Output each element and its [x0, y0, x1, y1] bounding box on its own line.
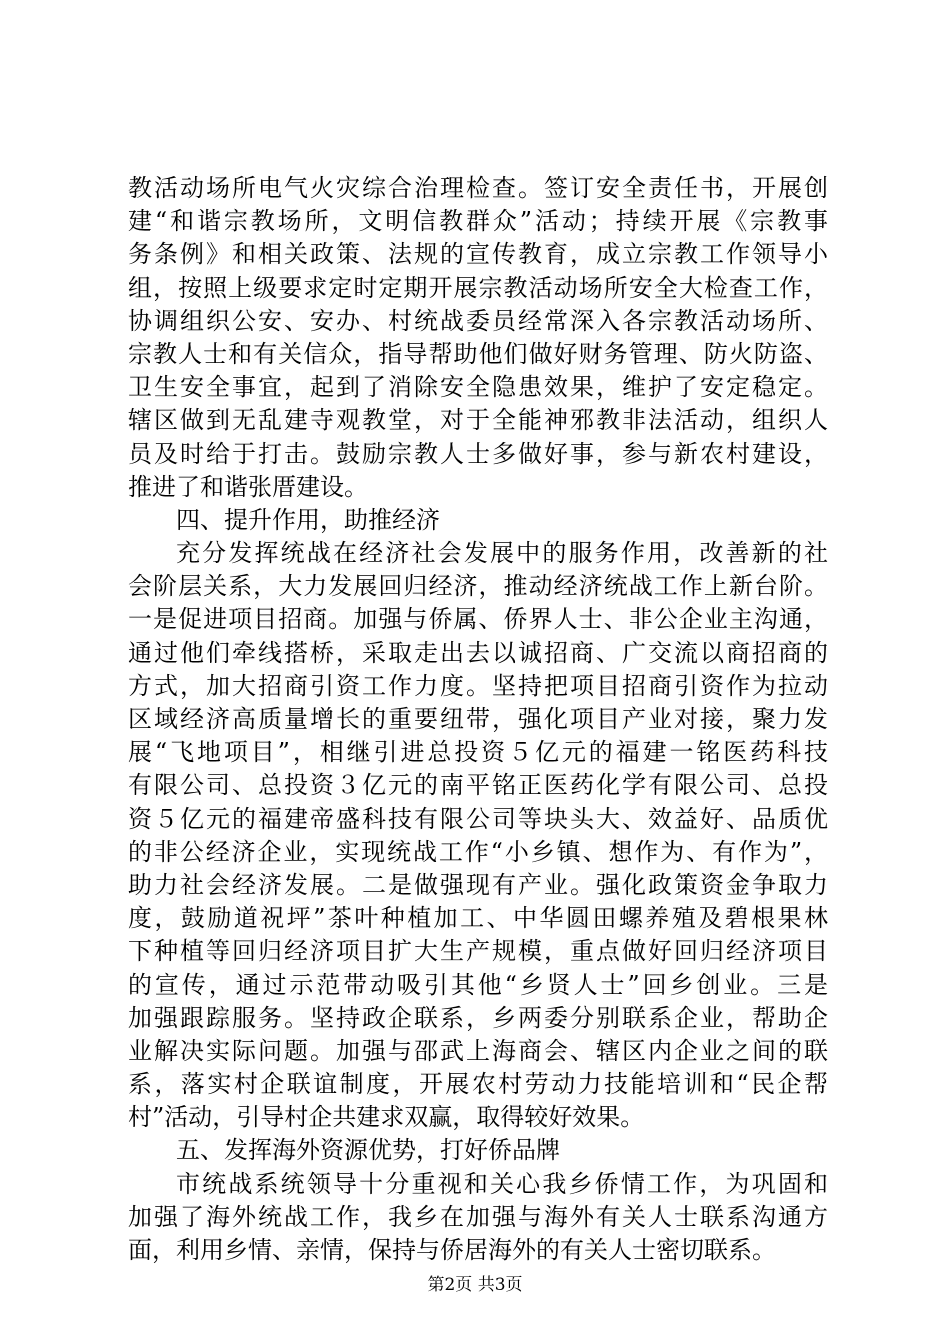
- text-line: 度，鼓励道祝坪”茶叶种植加工、中华圆田螺养殖及碧根果林: [128, 904, 828, 933]
- paragraph: [128, 172, 828, 504]
- section-heading: 四、提升作用，助推经济: [176, 505, 440, 534]
- text-line: 辖区做到无乱建寺观教堂，对于全能神邪教非法活动，组织人: [128, 406, 828, 435]
- text-line: 的非公经济企业，实现统战工作“小乡镇、想作为、有作为”，: [128, 837, 828, 866]
- text-line: 推进了和谐张厝建设。: [128, 472, 368, 501]
- text-line: 教活动场所电气火灾综合治理检查。签订安全责任书，开展创: [128, 174, 828, 202]
- text-line: 组，按照上级要求定时定期开展宗教活动场所安全大检查工作，: [128, 273, 828, 302]
- text-line: 宗教人士和有关信众，指导帮助他们做好财务管理、防火防盗、: [128, 339, 828, 368]
- text-line: 卫生安全事宜，起到了消除安全隐患效果，维护了安定稳定。: [128, 373, 828, 402]
- paragraph: [128, 1168, 828, 1268]
- page-footer: 第2页 共3页: [427, 1275, 523, 1295]
- text-line: 通过他们牵线搭桥，采取走出去以诚招商、广交流以商招商的: [128, 638, 828, 667]
- text-line: 业解决实际问题。加强与邵武上海商会、辖区内企业之间的联: [128, 1036, 828, 1065]
- text-line: 区域经济高质量增长的重要纽带，强化项目产业对接，聚力发: [128, 705, 828, 733]
- text-line: 市统战系统领导十分重视和关心我乡侨情工作，为巩固和: [176, 1169, 828, 1198]
- text-line: 村”活动，引导村企共建求双赢，取得较好效果。: [128, 1103, 645, 1132]
- section-heading: 五、发挥海外资源优势，打好侨品牌: [176, 1136, 560, 1165]
- text-line: 员及时给于打击。鼓励宗教人士多做好事，参与新农村建设，: [128, 439, 828, 468]
- text-line: 下种植等回归经济项目扩大生产规模，重点做好回归经济项目: [128, 937, 828, 966]
- text-line: 建“和谐宗教场所，文明信教群众”活动；持续开展《宗教事: [128, 207, 828, 236]
- text-line: 方式，加大招商引资工作力度。坚持把项目招商引资作为拉动: [128, 671, 828, 700]
- text-line: 有限公司、总投资３亿元的南平铭正医药化学有限公司、总投: [128, 771, 828, 800]
- text-line: 系，落实村企联谊制度，开展农村劳动力技能培训和“民企帮: [128, 1070, 828, 1099]
- paragraph: [128, 537, 828, 1134]
- text-line: 加强了海外统战工作，我乡在加强与海外有关人士联系沟通方: [128, 1202, 828, 1231]
- text-line: 务条例》和相关政策、法规的宣传教育，成立宗教工作领导小: [128, 240, 828, 269]
- text-line: 充分发挥统战在经济社会发展中的服务作用，改善新的社: [176, 539, 828, 568]
- text-line: 展“飞地项目”，相继引进总投资５亿元的福建一铭医药科技: [128, 738, 828, 767]
- text-line: 会阶层关系，大力发展回归经济，推动经济统战工作上新台阶。: [128, 572, 828, 601]
- body-text: [128, 172, 828, 1267]
- text-line: 资５亿元的福建帝盛科技有限公司等块头大、效益好、品质优: [128, 804, 828, 833]
- text-line: 协调组织公安、安办、村统战委员经常深入各宗教活动场所、: [128, 306, 828, 335]
- text-line: 一是促进项目招商。加强与侨属、侨界人士、非公企业主沟通，: [128, 605, 828, 634]
- text-line: 的宣传，通过示范带动吸引其他“乡贤人士”回乡创业。三是: [128, 970, 828, 999]
- text-line: 加强跟踪服务。坚持政企联系，乡两委分别联系企业，帮助企: [128, 1003, 828, 1032]
- text-line: 面，利用乡情、亲情，保持与侨居海外的有关人士密切联系。: [128, 1236, 776, 1264]
- text-line: 助力社会经济发展。二是做强现有产业。强化政策资金争取力: [128, 870, 828, 899]
